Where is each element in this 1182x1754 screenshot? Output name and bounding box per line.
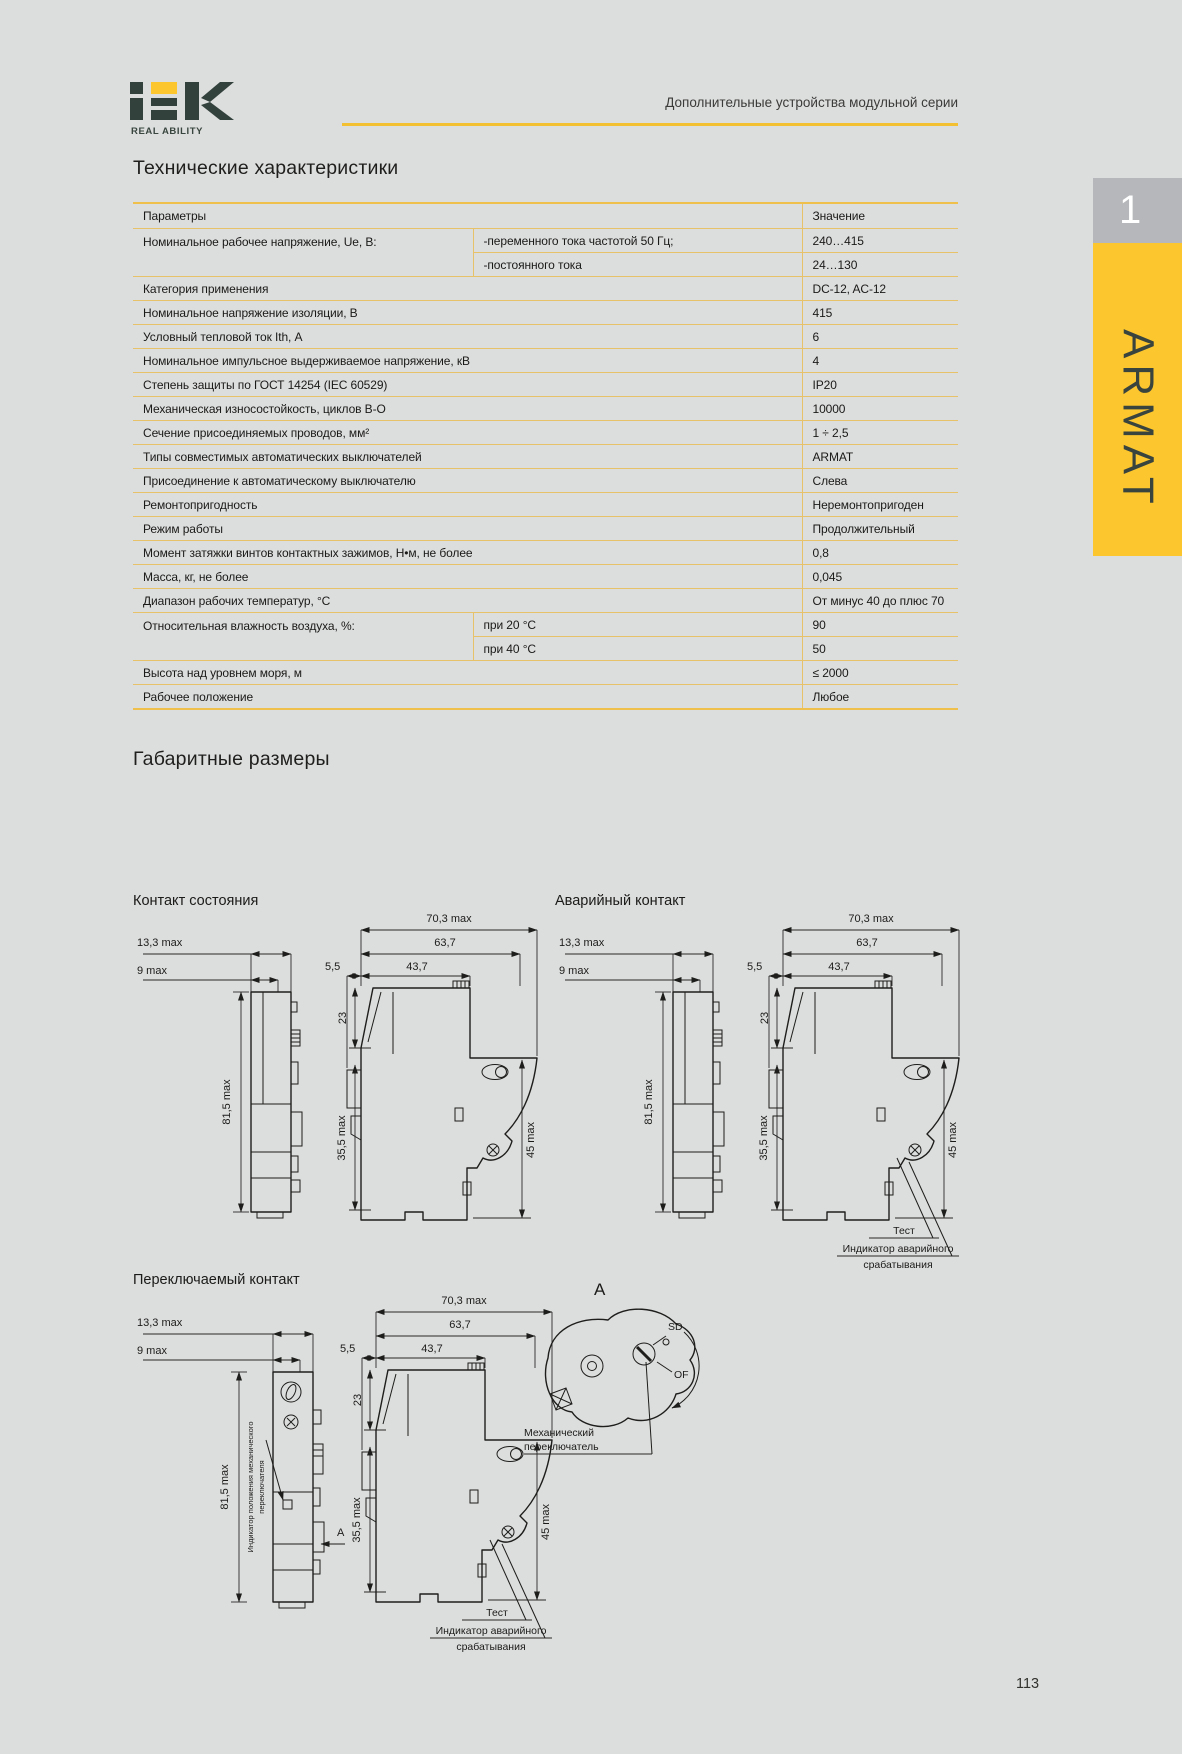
- spec-subparam: при 20 °С: [473, 613, 802, 637]
- spec-subparam: при 40 °С: [473, 637, 802, 661]
- svg-text:SD: SD: [668, 1321, 683, 1333]
- svg-text:35,5 max: 35,5 max: [351, 1497, 363, 1543]
- svg-text:45 max: 45 max: [540, 1503, 552, 1541]
- svg-text:63,7: 63,7: [856, 937, 878, 949]
- spec-value: 0,045: [802, 565, 958, 589]
- svg-text:70,3 max: 70,3 max: [441, 1295, 487, 1307]
- chapter-number: 1: [1119, 188, 1142, 232]
- spec-subparam: -переменного тока частотой 50 Гц;: [473, 229, 802, 253]
- spec-row: [133, 661, 958, 685]
- svg-text:переключатель: переключатель: [524, 1441, 599, 1453]
- spec-row: [133, 373, 958, 397]
- spec-value: Слева: [802, 469, 958, 493]
- spec-row: [133, 685, 958, 710]
- spec-row: [133, 541, 958, 565]
- svg-text:Тест: Тест: [486, 1607, 508, 1619]
- svg-text:23: 23: [352, 1393, 364, 1407]
- svg-text:Индикатор аварийного: Индикатор аварийного: [435, 1625, 547, 1637]
- spec-param: Номинальное рабочее напряжение, Ue, В:: [143, 235, 377, 249]
- dimension-lines: [137, 937, 291, 1212]
- device-outline: [769, 981, 959, 1220]
- spec-row: [133, 493, 958, 517]
- device-outline: [251, 992, 302, 1218]
- header-rule: [342, 123, 958, 126]
- spec-value: DC-12, AC-12: [802, 277, 958, 301]
- spec-value: Продолжительный: [802, 517, 958, 541]
- dimensions-title: Габаритные размеры: [133, 748, 330, 770]
- svg-text:13,3 max: 13,3 max: [559, 937, 605, 949]
- brand-tagline: REAL ABILITY: [131, 126, 204, 137]
- svg-text:43,7: 43,7: [828, 961, 850, 973]
- svg-text:5,5: 5,5: [340, 1343, 356, 1355]
- chapter-tab: [1093, 178, 1182, 243]
- spec-value: 6: [802, 325, 958, 349]
- svg-text:35,5 max: 35,5 max: [758, 1115, 770, 1161]
- spec-row: [133, 517, 958, 541]
- spec-value: ≤ 2000: [802, 661, 958, 685]
- spec-value: 415: [802, 301, 958, 325]
- svg-text:70,3 max: 70,3 max: [426, 913, 472, 925]
- svg-text:5,5: 5,5: [747, 961, 763, 973]
- svg-text:23: 23: [337, 1011, 349, 1025]
- spec-row: [133, 277, 958, 301]
- spec-param: Масса, кг, не более: [143, 569, 249, 584]
- spec-value: ARMAT: [802, 445, 958, 469]
- specs-col-param: Параметры: [133, 203, 802, 229]
- svg-text:81,5 max: 81,5 max: [643, 1079, 655, 1125]
- svg-text:23: 23: [759, 1011, 771, 1025]
- dimension-lines: [559, 937, 713, 1212]
- spec-row: [133, 589, 958, 613]
- label-state-contact: Контакт состояния: [133, 893, 259, 909]
- spec-value: 4: [802, 349, 958, 373]
- spec-param: Высота над уровнем моря, м: [143, 665, 302, 680]
- spec-param: Сечение присоединяемых проводов, мм²: [143, 425, 370, 440]
- svg-text:Индикатор положения механическ: Индикатор положения механического: [246, 1421, 255, 1553]
- spec-param: Относительная влажность воздуха, %:: [143, 619, 355, 633]
- svg-text:5,5: 5,5: [325, 961, 341, 973]
- specs-table: [133, 202, 958, 710]
- specs-table-body: [133, 229, 958, 710]
- spec-row: [133, 301, 958, 325]
- dimension-lines: [747, 913, 959, 1218]
- specs-title: Технические характеристики: [133, 157, 399, 179]
- spec-row: [133, 349, 958, 373]
- spec-param: Момент затяжки винтов контактных зажимов, Н•м, не более: [143, 545, 473, 560]
- svg-text:63,7: 63,7: [434, 937, 456, 949]
- device-outline: [673, 992, 724, 1218]
- svg-text:45 max: 45 max: [947, 1121, 959, 1159]
- spec-value: 0,8: [802, 541, 958, 565]
- svg-text:43,7: 43,7: [406, 961, 428, 973]
- detail-view-title: A: [594, 1280, 606, 1299]
- svg-text:70,3 max: 70,3 max: [848, 913, 894, 925]
- spec-value: 240…415: [802, 229, 958, 253]
- running-head: Дополнительные устройства модульной серии: [665, 95, 958, 110]
- spec-param: Присоединение к автоматическому выключателю: [143, 473, 416, 488]
- spec-param: Рабочее положение: [143, 689, 254, 704]
- dimension-lines: [137, 1317, 313, 1602]
- front-view-alarm-contact: [555, 912, 755, 1232]
- svg-text:OF: OF: [674, 1369, 689, 1381]
- label-alarm-contact: Аварийный контакт: [555, 893, 686, 909]
- spec-param: Типы совместимых автоматических выключателей: [143, 449, 422, 464]
- spec-value: От минус 40 до плюс 70: [802, 589, 958, 613]
- spec-row: [133, 229, 958, 253]
- spec-value: 10000: [802, 397, 958, 421]
- test-indicator-callout: [837, 1158, 959, 1271]
- svg-text:43,7: 43,7: [421, 1343, 443, 1355]
- svg-text:81,5 max: 81,5 max: [219, 1464, 231, 1510]
- spec-value: Неремонтопригоден: [802, 493, 958, 517]
- front-view-state-contact: [133, 912, 333, 1232]
- spec-value: 50: [802, 637, 958, 661]
- svg-text:13,3 max: 13,3 max: [137, 937, 183, 949]
- specs-header-row: [133, 203, 958, 229]
- svg-text:81,5 max: 81,5 max: [221, 1079, 233, 1125]
- svg-text:Механический: Механический: [524, 1427, 594, 1439]
- svg-text:Тест: Тест: [893, 1225, 915, 1237]
- spec-value: IP20: [802, 373, 958, 397]
- spec-row: [133, 469, 958, 493]
- svg-text:Индикатор аварийного: Индикатор аварийного: [842, 1243, 954, 1255]
- svg-text:13,3 max: 13,3 max: [137, 1317, 183, 1329]
- label-switch-contact: Переключаемый контакт: [133, 1272, 300, 1288]
- spec-row: [133, 421, 958, 445]
- spec-param: Условный тепловой ток Ith, А: [143, 329, 303, 344]
- spec-param: Ремонтопригодность: [143, 497, 258, 512]
- spec-param: Номинальное напряжение изоляции, В: [143, 305, 358, 320]
- svg-text:срабатывания: срабатывания: [456, 1641, 526, 1653]
- spec-param: Механическая износостойкость, циклов В-О: [143, 401, 386, 416]
- svg-text:45 max: 45 max: [525, 1121, 537, 1159]
- side-view-alarm-contact: [727, 910, 967, 1272]
- svg-text:9 max: 9 max: [559, 965, 589, 977]
- specs-col-value: Значение: [802, 203, 958, 229]
- spec-row: [133, 445, 958, 469]
- svg-text:9 max: 9 max: [137, 965, 167, 977]
- series-name: ARMAT: [1113, 329, 1163, 510]
- dimension-lines: [325, 913, 537, 1218]
- spec-value: 1 ÷ 2,5: [802, 421, 958, 445]
- spec-param: Номинальное импульсное выдерживаемое напряжение, кВ: [143, 353, 470, 368]
- svg-text:63,7: 63,7: [449, 1319, 471, 1331]
- svg-text:A: A: [337, 1527, 345, 1539]
- spec-subparam: -постоянного тока: [473, 253, 802, 277]
- device-outline: [347, 981, 537, 1220]
- switch-labels: [524, 1321, 689, 1454]
- spec-row: [133, 565, 958, 589]
- detail-view-mechanical-switch: [520, 1296, 710, 1466]
- spec-value: 90: [802, 613, 958, 637]
- spec-value: 24…130: [802, 253, 958, 277]
- svg-text:9 max: 9 max: [137, 1345, 167, 1357]
- svg-text:переключателя: переключателя: [257, 1460, 266, 1514]
- spec-param: Категория применения: [143, 281, 269, 296]
- spec-row: [133, 325, 958, 349]
- page-number: 113: [1016, 1676, 1040, 1692]
- test-indicator-callout: [430, 1540, 552, 1653]
- spec-param: Степень защиты по ГОСТ 14254 (IEC 60529): [143, 377, 388, 392]
- spec-row: [133, 397, 958, 421]
- series-tab: [1093, 243, 1182, 556]
- svg-text:срабатывания: срабатывания: [863, 1259, 933, 1271]
- spec-row: [133, 613, 958, 637]
- side-view-state-contact: [305, 910, 545, 1272]
- spec-param: Диапазон рабочих температур, °С: [143, 593, 331, 608]
- spec-value: Любое: [802, 685, 958, 710]
- svg-text:35,5 max: 35,5 max: [336, 1115, 348, 1161]
- spec-param: Режим работы: [143, 521, 223, 536]
- iek-logo-letters: [130, 82, 234, 120]
